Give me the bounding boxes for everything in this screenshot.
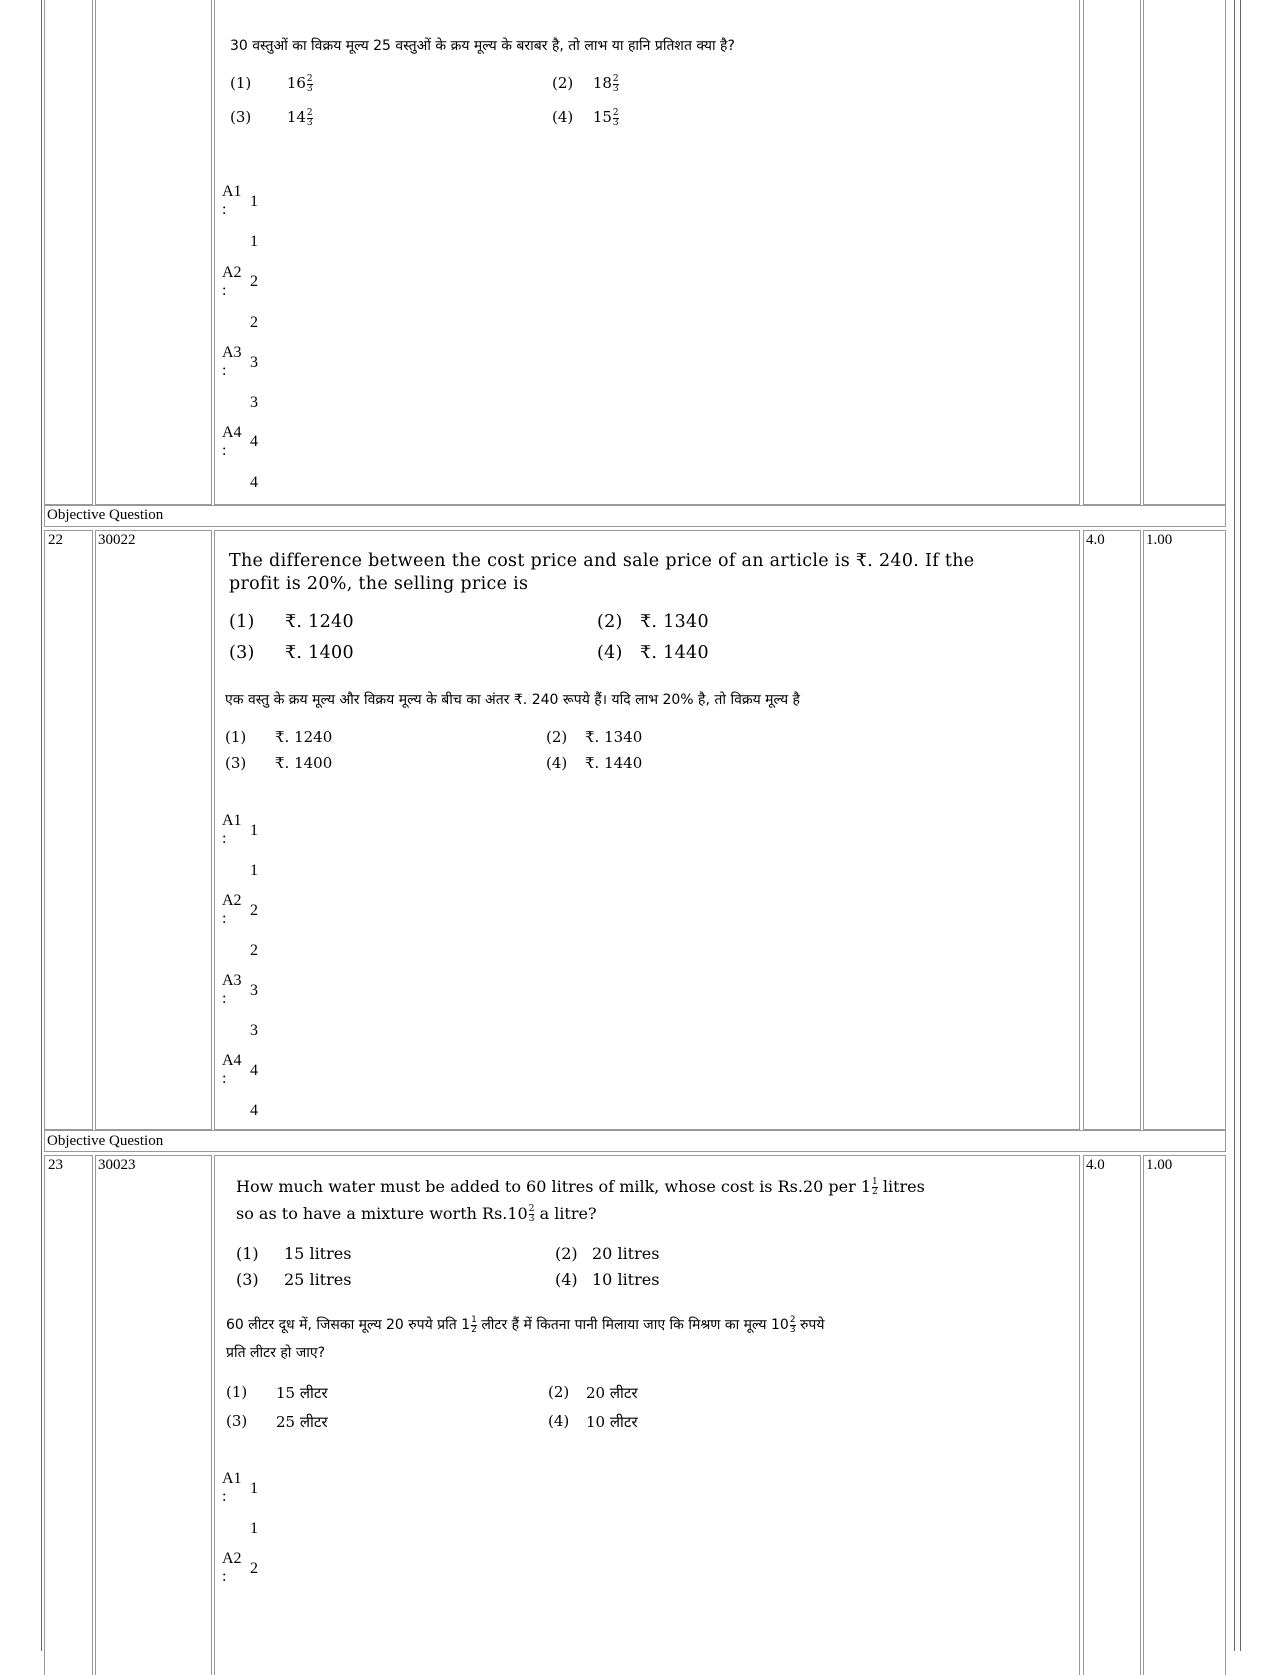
q22-hi-option-3-value: ₹. 1400 (275, 754, 333, 772)
q23-hi-option-4-value: 10 लीटर (586, 1413, 638, 1431)
q23-en-option-3-value: 25 litres (284, 1270, 352, 1289)
answer-value: 4 (250, 1062, 258, 1079)
answer-label: A1 (222, 1470, 242, 1487)
q21-option-2-whole: 18 (592, 74, 612, 92)
answer-value: 3 (250, 354, 258, 371)
answer-sep: : (222, 830, 227, 847)
q21-body-cell (214, 0, 1080, 505)
answer-value: 4 (250, 433, 258, 450)
q21-option-4 (552, 108, 619, 128)
q22-en-option-2-value: ₹. 1340 (640, 612, 709, 632)
q23-en-option-2-num: (2) (555, 1244, 578, 1263)
q23-hi-option-2-value: 20 लीटर (586, 1384, 638, 1402)
answer-value: 1 (250, 1480, 258, 1497)
answer-value: 3 (250, 394, 258, 411)
q23-serial-number: 23 (48, 1157, 63, 1173)
q21-sno-cell (44, 0, 93, 505)
q22-sno-cell (44, 530, 93, 1130)
answer-value: 1 (250, 1520, 258, 1537)
q22-en-option-3-num: (3) (229, 643, 255, 663)
q21-option-1 (230, 74, 313, 94)
frame-right-line (1234, 0, 1235, 1651)
answer-value: 3 (250, 982, 258, 999)
q23-hi-option-3-value: 25 लीटर (276, 1413, 328, 1431)
answer-sep: : (222, 1488, 227, 1505)
q23-negative-marks: 1.00 (1146, 1157, 1173, 1173)
q23-hi-option-3-num: (3) (226, 1412, 248, 1430)
q22-hi-option-2-num: (2) (546, 728, 568, 746)
answer-label: A3 (222, 344, 242, 361)
q21-option-1-num: (1) (230, 74, 252, 92)
answer-value: 1 (250, 233, 258, 250)
q21-option-2-num: (2) (552, 74, 574, 92)
answer-sep: : (222, 910, 227, 927)
q22-en-option-2-num: (2) (597, 612, 623, 632)
answer-sep: : (222, 1070, 227, 1087)
q22-question-line-2: profit is 20%, the selling price is (229, 574, 529, 594)
q22-marks-cell (1083, 530, 1141, 1130)
answer-value: 2 (250, 1560, 258, 1577)
q22-serial-number: 22 (48, 532, 63, 548)
q23-hindi-question-line-2: प्रति लीटर हो जाए? (226, 1345, 326, 1361)
q23-question-line-1: How much water must be added to 60 litres of milk, whose cost is Rs.20 per 1 $\frac{1}{2}$ litres (236, 1177, 925, 1197)
q21-option-4-fraction: $\frac{2}{3}$ (612, 107, 619, 128)
q21-id-cell (95, 0, 212, 505)
section-label: Objective Question (47, 1133, 164, 1149)
answer-sep: : (222, 362, 227, 379)
answer-label: A3 (222, 972, 242, 989)
q21-hindi-question: 30 वस्तुओं का विक्रय मूल्य 25 वस्तुओं के क्रय मूल्य के बराबर है, तो लाभ या हानि प्रतिशत क्या है? (230, 38, 735, 54)
answer-value: 4 (250, 1102, 258, 1119)
q22-hi-option-2-value: ₹. 1340 (585, 728, 643, 746)
answer-sep: : (222, 282, 227, 299)
q23-hindi-question-line-1: 60 लीटर दूध में, जिसका मूल्य 20 रुपये प्रति 1 $\frac{1}{2}$ लीटर हैं में कितना पानी मिलाया जाए कि मिश्रण का मूल्य 10 $\frac{2}{3}$ रुपये (226, 1314, 825, 1335)
answer-sep: : (222, 442, 227, 459)
q23-neg-cell (1143, 1155, 1226, 1675)
answer-sep: : (222, 201, 227, 218)
q23-fraction-half: $\frac{1}{2}$ (872, 1177, 878, 1197)
q22-negative-marks: 1.00 (1146, 532, 1173, 548)
answer-label: A4 (222, 1052, 242, 1069)
q22-hi-option-1-num: (1) (225, 728, 247, 746)
q22-marks: 4.0 (1086, 532, 1105, 548)
q21-option-3-fraction: $\frac{2}{3}$ (306, 107, 313, 128)
q21-option-4-num: (4) (552, 108, 574, 126)
q22-en-option-4-value: ₹. 1440 (640, 643, 709, 663)
q21-marks-cell (1083, 0, 1141, 505)
q23-en-option-3-num: (3) (236, 1270, 259, 1289)
section-label: Objective Question (47, 507, 164, 523)
q23-en-option-4-value: 10 litres (592, 1270, 660, 1289)
q23-hi-fraction-half: $\frac{1}{2}$ (471, 1314, 477, 1335)
q22-neg-cell (1143, 530, 1226, 1130)
q23-id-cell (95, 1155, 212, 1675)
q23-en-option-1-value: 15 litres (284, 1244, 352, 1263)
q22-question-line-1: The difference between the cost price and sale price of an article is ₹. 240. If the (229, 551, 975, 571)
q21-option-3 (230, 108, 313, 128)
answer-value: 1 (250, 193, 258, 210)
q23-question-id: 30023 (98, 1157, 136, 1173)
q21-neg-cell (1143, 0, 1226, 505)
q22-hi-option-4-num: (4) (546, 754, 568, 772)
q21-option-1-fraction: $\frac{2}{3}$ (306, 73, 313, 94)
answer-value: 2 (250, 314, 258, 331)
q23-en-option-2-value: 20 litres (592, 1244, 660, 1263)
q23-en-option-1-num: (1) (236, 1244, 259, 1263)
answer-label: A2 (222, 264, 242, 281)
answer-value: 1 (250, 822, 258, 839)
frame-left-line (41, 0, 42, 1651)
q22-hi-option-4-value: ₹. 1440 (585, 754, 643, 772)
q23-hi-option-2-num: (2) (548, 1383, 570, 1401)
answer-value: 2 (250, 942, 258, 959)
answer-label: A4 (222, 424, 242, 441)
answer-value: 4 (250, 474, 258, 491)
frame-right-line-2 (1240, 0, 1241, 1651)
answer-sep: : (222, 1568, 227, 1585)
answer-label: A2 (222, 1550, 242, 1567)
q22-en-option-1-value: ₹. 1240 (285, 612, 354, 632)
q23-body-cell (214, 1155, 1080, 1675)
q22-hi-option-1-value: ₹. 1240 (275, 728, 333, 746)
section-header-row (44, 505, 1226, 527)
q23-hi-option-1-value: 15 लीटर (276, 1384, 328, 1402)
answer-value: 2 (250, 902, 258, 919)
q21-option-3-whole: 14 (286, 108, 306, 126)
section-header-row (44, 1130, 1226, 1152)
q22-question-id: 30022 (98, 532, 136, 548)
q23-fraction-two-thirds: $\frac{2}{3}$ (528, 1204, 535, 1224)
answer-value: 2 (250, 273, 258, 290)
q21-option-3-num: (3) (230, 108, 252, 126)
answer-value: 1 (250, 862, 258, 879)
q22-id-cell (95, 530, 212, 1130)
q23-marks-cell (1083, 1155, 1141, 1675)
q22-hindi-question: एक वस्तु के क्रय मूल्य और विक्रय मूल्य के बीच का अंतर ₹. 240 रूपये हैं। यदि लाभ 20% है, तो विक्रय मूल्य है (225, 692, 800, 708)
q22-en-option-3-value: ₹. 1400 (285, 643, 354, 663)
q21-option-2 (552, 74, 619, 94)
q21-option-4-whole: 15 (592, 108, 612, 126)
answer-label: A2 (222, 892, 242, 909)
q22-hi-option-3-num: (3) (225, 754, 247, 772)
q23-question-line-2: so as to have a mixture worth Rs.10 $\frac{2}{3}$ a litre? (236, 1204, 597, 1224)
answer-label: A1 (222, 812, 242, 829)
q21-option-1-whole: 16 (286, 74, 306, 92)
q21-option-2-fraction: $\frac{2}{3}$ (612, 73, 619, 94)
q22-en-option-4-num: (4) (597, 643, 623, 663)
answer-value: 3 (250, 1022, 258, 1039)
q23-sno-cell (44, 1155, 93, 1675)
q23-hi-option-4-num: (4) (548, 1412, 570, 1430)
answer-sep: : (222, 990, 227, 1007)
q23-en-option-4-num: (4) (555, 1270, 578, 1289)
q23-marks: 4.0 (1086, 1157, 1105, 1173)
answer-label: A1 (222, 183, 242, 200)
q23-hi-option-1-num: (1) (226, 1383, 248, 1401)
q22-en-option-1-num: (1) (229, 612, 255, 632)
q23-hi-fraction-two-thirds: $\frac{2}{3}$ (789, 1314, 796, 1335)
